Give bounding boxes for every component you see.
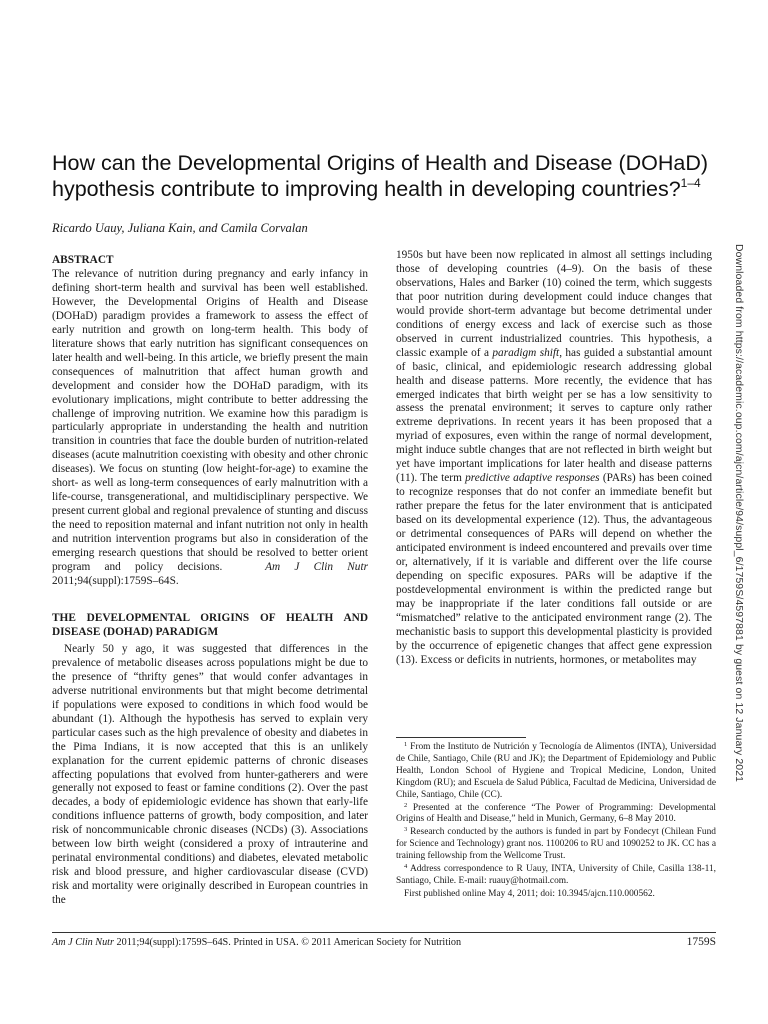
footer-journal: Am J Clin Nutr	[52, 937, 114, 948]
footnote-4	[396, 864, 716, 888]
abstract-text: The relevance of nutrition during pregnancy and early infancy in defining short-term health and survival has been well established. However, the Developmental Origins of Health and Disease (DOHaD) paradigm provides a framework to assess the effect of early nutrition and growth on long-term health. This body of literature shows that early nutrition has significant consequences on later health and well-being. In this article, we briefly present the main consequences of malnutrition that affect human growth and development and consider how the DOHaD paradigm, with its evolutionary implications, might contribute to better addressing the challenge of improving nutrition. We examine how this paradigm is particularly appropriate in understanding the health and nutrition transition in countries that face the double burden of nutrition-related diseases (acute malnutrition coexisting with obesity and other chronic diseases). We focus on stunting (low height-for-age) to examine the short- as well as long-term consequences of early malnutrition with a life-course, transgenerational, and multidisciplinary perspective. We present current global and regional prevalence of stunting and discuss the need to reposition maternal and infant nutrition not only in health and nutrition intervention programs but also in consideration of the emerging research questions that should be resolved to better orient program and policy decisions.	[52, 268, 368, 574]
footer-details: 2011;94(suppl):1759S–64S. Printed in USA. © 2011 American Society for Nutrition	[116, 937, 462, 948]
footnote-text: Address correspondence to R Uauy, INTA, University of Chile, Casilla 138-11, Santiago, Chile. E-mail: ruauy@hotmail.com.	[396, 864, 717, 886]
footnote-rule	[396, 737, 526, 738]
section-paragraph: Nearly 50 y ago, it was suggested that differences in the prevalence of metabolic diseases across populations might be due to the presence of “thrifty genes” that would confer advantages in adverse nutritional environments but that might become detrimental if populations were exposed to conditions in which food would be abundant (1). Although the hypothesis has served to explain very particular cases such as the high prevalence of obesity and diabetes in the Pima Indians, it is now accepted that this is an unlikely explanation for the current epidemic patterns of chronic diseases affecting populations that evolved from hunter-gatherers and were generally not exposed to feast or famine conditions (2). Over the past decades, a body of epidemiologic evidence has shown that early-life conditions influence patterns of growth, body composition, and later risk of noncommunicable chronic diseases (NCDs) (3). Associations between low birth weight (considered a proxy of intrauterine and perinatal environmental conditions) and diabetes, elevated metabolic risk and blood pressure, and higher cardiovascular disease (CVD) risk and mortality were originally described in European countries in the	[52, 642, 368, 907]
right-column-paragraph	[396, 249, 712, 668]
abstract-citation-details: 2011;94(suppl):1759S–64S.	[52, 574, 179, 587]
footnote-1	[396, 742, 716, 802]
left-column	[52, 253, 368, 908]
right-column	[396, 249, 712, 668]
footnote-marker: 2	[404, 801, 408, 809]
par-term: predictive adaptive responses	[465, 472, 600, 485]
paradigm-shift-term: paradigm shift	[492, 346, 560, 359]
footnotes	[396, 737, 716, 902]
footnote-marker: 4	[404, 863, 408, 871]
section-heading: THE DEVELOPMENTAL ORIGINS OF HEALTH AND DISEASE (DOHAD) PARADIGM	[52, 611, 368, 638]
page-number: 1759S	[686, 936, 716, 948]
footnote-marker: 3	[404, 826, 408, 834]
publication-note-text: First published online May 4, 2011; doi: 10.3945/ajcn.110.000562.	[404, 888, 655, 899]
footnote-text: Research conducted by the authors is funded in part by Fondecyt (Chilean Fund for Science and Technology) grant nos. 1100206 to RU and 1090252 to JK. CC has a training fellowship from the Wellcome Trust.	[396, 827, 716, 862]
abstract-citation-journal: Am J Clin Nutr	[265, 561, 368, 574]
footnote-3	[396, 827, 716, 863]
article-title-text: How can the Developmental Origins of Health and Disease (DOHaD) hypothesis contribute to improving health in developing countries?	[52, 151, 709, 201]
article-title	[52, 150, 722, 202]
author-list: Ricardo Uauy, Juliana Kain, and Camila Corvalan	[52, 221, 308, 235]
paragraph-text-a: 1950s but have been now replicated in almost all settings including those of developing countries (4–9). On the basis of these observations, Hales and Barker (10) coined the term, which suggests that poor nutrition during development could induce changes that would provide short-term advantage but become detrimental under conditions of energy excess and lack of exercise such as those observed in current industrialized countries. This hypothesis, a classic example of a	[396, 249, 712, 359]
abstract-heading: ABSTRACT	[52, 254, 114, 266]
footer-divider	[52, 932, 716, 933]
footnote-marker: 1	[404, 741, 408, 748]
paragraph-text-b: , has guided a substantial amount of basic, clinical, and epidemiologic research addressing global health and disease patterns. More recently, the evidence that has emerged indicates that birth weight per se has a low sensitivity to assess the prenatal environment; it serves to capture only rather extreme deprivations. In recent years it has been proposed that a myriad of exposures, even within the range of normal development, might induce subtle changes that are not reflected in birth weight but yet have important implications for later health and disease patterns (11). The term	[396, 346, 712, 485]
download-watermark: Downloaded from https://academic.oup.com/ajcn/article/94/suppl_6/1759S/4597881 by guest on 12 January 2021	[733, 244, 744, 783]
title-footnote-marks: 1–4	[680, 176, 701, 190]
footnote-text: Presented at the conference “The Power of Programming: Developmental Origins of Health and Disease,” held in Munich, Germany, 6–8 May 2010.	[396, 802, 716, 825]
publication-note	[396, 889, 716, 901]
paragraph-text-c: (PARs) has been coined to recognize responses that do not confer an immediate benefit but rather prepare the fetus for the later environment that is anticipated based on its developmental experience (12). Thus, the advantageous or detrimental consequences of PARs will depend on whether the anticipated environment is indeed encountered and prevails over time or, alternatively, if it is variable and different over the life course depending on specific exposures. PARs will be adaptive if the postdevelopmental environment is within the predicted range but may be inappropriate if the later conditions fall outside or are “mismatched” relative to the anticipated environment range (2). The mechanistic basis to support this developmental plasticity is provided by the occurrence of epigenetic changes that affect gene expression (13). Excess or deficits in nutrients, hormones, or metabolites may	[396, 472, 713, 666]
footer-citation	[52, 937, 461, 948]
footnote-text: From the Instituto de Nutrición y Tecnología de Alimentos (INTA), Universidad de Chile, Santiago, Chile (RU and JK); the Department of Epidemiology and Public Health, London School of Hygiene and Tropical Medicine, London, United Kingdom (RU); and Escuela de Salud Pública, Facultad de Medicina, Universidad de Chile, Santiago, Chile (CC).	[396, 742, 717, 800]
abstract-body	[52, 268, 368, 589]
footnote-2	[396, 803, 716, 827]
